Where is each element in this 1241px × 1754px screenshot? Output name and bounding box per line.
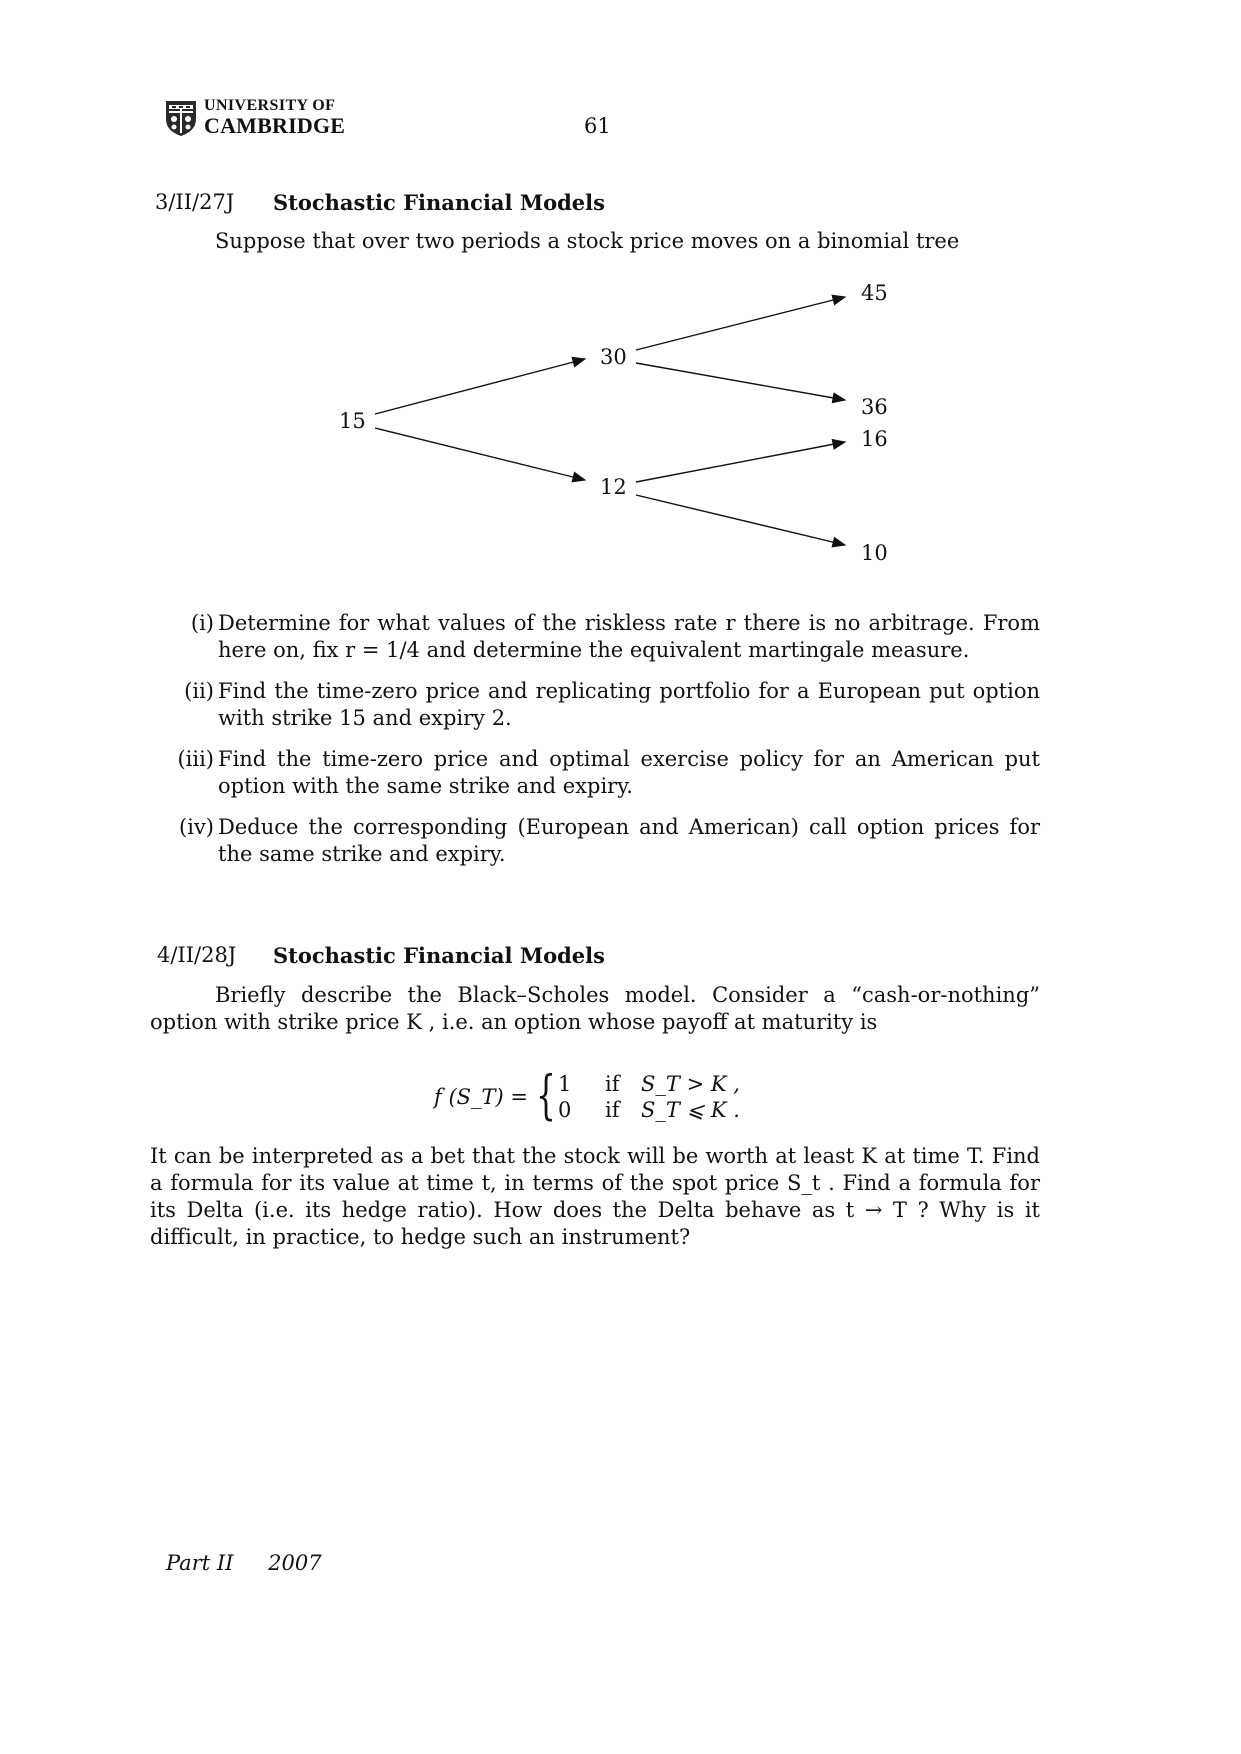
part-text: Find the time-zero price and replicating portfolio for a European put option with strike 15 and expiry 2. — [218, 679, 1040, 730]
edge-root-up — [375, 359, 585, 414]
edge-up-ud — [636, 363, 845, 400]
question-code: 3/II/27J — [155, 190, 235, 214]
tree-node-root: 15 — [339, 409, 366, 433]
formula-case1-if: if — [605, 1072, 620, 1096]
question-part — [160, 746, 1040, 800]
part-text: Deduce the corresponding (European and American) call option prices for the same strike and expiry. — [218, 815, 1040, 866]
question-code: 4/II/28J — [157, 943, 237, 967]
formula-case2-if: if — [605, 1098, 620, 1122]
question-part — [160, 610, 1040, 664]
tree-node-ud: 36 — [861, 395, 888, 419]
part-label: (iii) — [177, 747, 214, 771]
university-logo — [164, 97, 374, 137]
question-intro: Suppose that over two periods a stock price moves on a binomial tree — [215, 229, 960, 253]
footer-part: Part II — [166, 1551, 234, 1575]
university-name-line1: UNIVERSITY OF — [204, 97, 336, 114]
formula-brace: { — [536, 1066, 556, 1126]
part-label: (iv) — [179, 815, 214, 839]
formula-case2-value: 0 — [558, 1098, 572, 1122]
payoff-formula — [430, 1066, 790, 1128]
binomial-tree — [0, 270, 1241, 570]
part-label: (ii) — [184, 679, 214, 703]
edge-down-du — [636, 442, 845, 482]
formula-case1-value: 1 — [558, 1072, 572, 1096]
question-paragraph: Briefly describe the Black–Scholes model. Consider a “cash-or-nothing” option with strike price K , i.e. an option whose payoff at maturity is — [150, 983, 1040, 1034]
tree-node-up: 30 — [600, 345, 627, 369]
footer-year: 2007 — [268, 1551, 322, 1575]
edge-up-uu — [636, 297, 845, 350]
university-name-line2: CAMBRIDGE — [204, 113, 346, 138]
formula-case2-condition: S_T ⩽ K . — [641, 1098, 740, 1122]
tree-node-du: 16 — [861, 427, 888, 451]
footer — [166, 1551, 350, 1575]
question-part — [160, 814, 1040, 868]
part-text: Find the time-zero price and optimal exercise policy for an American put option with the same strike and expiry. — [218, 747, 1040, 798]
page-number: 61 — [584, 114, 611, 138]
tree-node-down: 12 — [600, 475, 627, 499]
tree-edges — [0, 270, 1241, 570]
question-part — [160, 678, 1040, 732]
edge-down-dd — [636, 495, 845, 545]
tree-node-uu: 45 — [861, 281, 888, 305]
edge-root-down — [375, 428, 585, 480]
formula-case1-condition: S_T > K , — [641, 1072, 740, 1096]
part-text: Determine for what values of the riskless rate r there is no arbitrage. From here on, fix r = 1/4 and determine the equivalent martingale measure. — [218, 611, 1040, 662]
question-title: Stochastic Financial Models — [273, 190, 605, 215]
question-paragraph: It can be interpreted as a bet that the stock will be worth at least K at time T. Find a formula for its value at time t, in terms of the spot price S_t . Find a formula for its Delta (i.e. its hedge ratio). How does the Delta behave as t → T ? Why is it difficult, in practice, to hedge such an instrument? — [150, 1144, 1040, 1249]
part-label: (i) — [190, 611, 214, 635]
cambridge-crest-icon — [164, 99, 198, 137]
formula-lhs: f (S_T) = — [434, 1085, 528, 1109]
tree-node-dd: 10 — [861, 541, 888, 565]
question-title: Stochastic Financial Models — [273, 943, 605, 968]
